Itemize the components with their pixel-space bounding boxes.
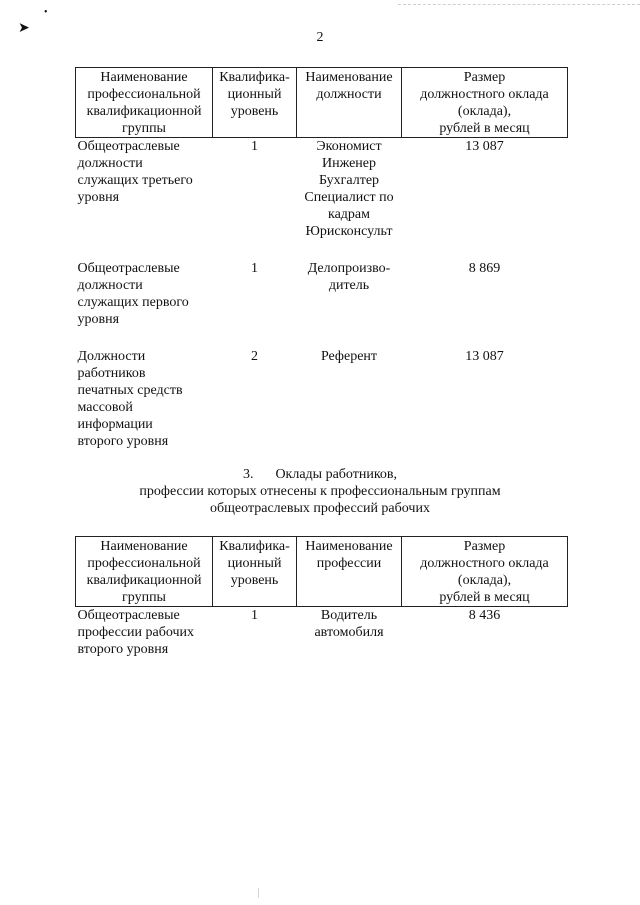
margin-arrow-mark: ➤ <box>18 21 30 36</box>
header-group: Наименование профессиональной квалификационной группы <box>76 68 213 138</box>
cell-level: 2 <box>251 349 258 364</box>
header-title: Наименование профессии <box>297 537 402 607</box>
scan-artifact <box>258 888 259 898</box>
cell-titles: Водитель автомобиля <box>314 608 384 640</box>
section-heading <box>90 466 550 517</box>
cell-salary: 8 436 <box>468 608 501 623</box>
cell-salary: 8 869 <box>468 261 501 276</box>
table-row <box>76 607 568 659</box>
header-salary: Размер должностного оклада (оклада), рублей в месяц <box>402 537 568 607</box>
section-number: 3. <box>242 467 254 482</box>
table-row <box>76 138 568 241</box>
cell-salary: 13 087 <box>465 139 504 154</box>
section-title-line: общеотраслевых профессий рабочих <box>210 501 430 516</box>
cell-level: 1 <box>251 139 258 154</box>
page-number: 2 <box>316 30 324 45</box>
table-header-row <box>76 68 568 138</box>
header-title: Наименование должности <box>297 68 402 138</box>
cell-titles: Экономист Инженер Бухгалтер Специалист по кадрам Юрисконсульт <box>304 139 394 239</box>
header-salary: Размер должностного оклада (оклада), рублей в месяц <box>402 68 568 138</box>
cell-salary: 13 087 <box>465 349 504 364</box>
salary-table-workers <box>75 536 568 658</box>
scan-edge-line <box>398 4 640 5</box>
cell-group: Общеотраслевые должности служащих первого уровня <box>77 261 189 327</box>
section-title-line: Оклады работников, <box>275 467 398 482</box>
table-row <box>76 328 568 450</box>
cell-titles: Референт <box>320 349 378 364</box>
table-header-row <box>76 537 568 607</box>
table-row <box>76 240 568 328</box>
cell-titles: Делопроизво- дитель <box>307 261 391 293</box>
cell-group: Общеотраслевые профессии рабочих второго уровня <box>77 608 195 657</box>
cell-level: 1 <box>251 608 258 623</box>
salary-table-positions <box>75 67 568 450</box>
cell-group: Общеотраслевые должности служащих третьего уровня <box>77 139 193 205</box>
cell-level: 1 <box>251 261 258 276</box>
section-title-line: профессии которых отнесены к профессиональным группам <box>139 484 501 499</box>
cell-group: Должности работников печатных средств массовой информации второго уровня <box>77 349 183 449</box>
margin-dot-mark: • <box>44 7 48 18</box>
header-level: Квалифика- ционный уровень <box>213 68 297 138</box>
header-level: Квалифика- ционный уровень <box>213 537 297 607</box>
header-group: Наименование профессиональной квалификационной группы <box>76 537 213 607</box>
